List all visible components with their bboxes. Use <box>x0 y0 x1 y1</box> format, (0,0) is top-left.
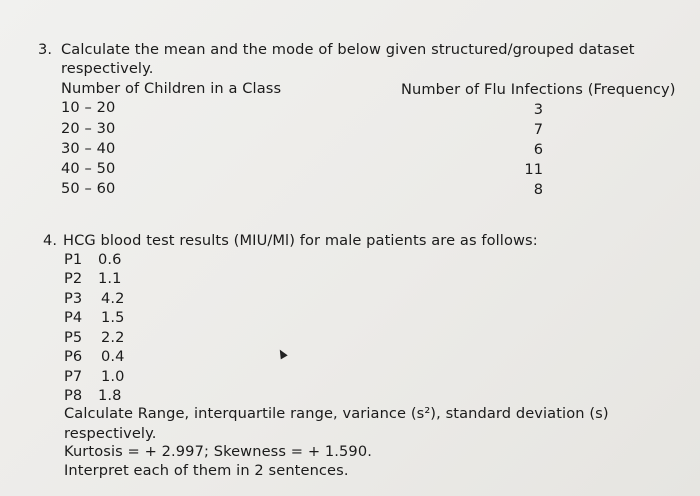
q4-patient-value: 2.2 <box>101 329 125 346</box>
q3-row-range: 50 – 60 <box>61 180 116 197</box>
q4-patient-id: P2 <box>64 270 83 287</box>
q3-right-header: Number of Flu Infections (Frequency) <box>401 81 676 98</box>
q4-patient-id: P8 <box>64 387 83 404</box>
q3-row-range: 10 – 20 <box>61 99 116 116</box>
q4-kurtosis-skewness: Kurtosis = + 2.997; Skewness = + 1.590. <box>64 443 372 460</box>
q3-row-frequency: 6 <box>533 141 543 158</box>
mouse-cursor-icon <box>276 348 287 360</box>
q4-patient-id: P5 <box>64 329 83 346</box>
q3-row-range: 30 – 40 <box>61 140 116 157</box>
q3-prompt-line2: respectively. <box>61 60 154 77</box>
q4-patient-value: 0.6 <box>98 251 122 268</box>
q4-patient-id: P7 <box>64 368 83 385</box>
q4-patient-id: P1 <box>64 251 83 268</box>
q3-row-frequency: 3 <box>533 101 543 118</box>
q4-patient-id: P4 <box>64 309 83 326</box>
q4-patient-value: 4.2 <box>101 290 125 307</box>
q3-row-frequency: 11 <box>524 161 543 178</box>
q4-patient-value: 1.0 <box>101 368 125 385</box>
q4-calculate-line2: respectively. <box>64 425 157 442</box>
q3-left-header: Number of Children in a Class <box>61 80 282 97</box>
q4-patient-id: P6 <box>64 348 83 365</box>
q4-patient-value: 0.4 <box>101 348 125 365</box>
q4-patient-value: 1.1 <box>98 270 122 287</box>
q4-prompt-line1: HCG blood test results (MIU/Ml) for male patients are as follows: <box>63 232 538 249</box>
q3-row-range: 40 – 50 <box>61 160 116 177</box>
q4-patient-id: P3 <box>64 290 83 307</box>
q4-calculate-line1: Calculate Range, interquartile range, variance (s²), standard deviation (s) <box>64 405 609 422</box>
q3-prompt-line1: Calculate the mean and the mode of below given structured/grouped dataset <box>61 41 635 58</box>
q4-patient-value: 1.5 <box>101 309 125 326</box>
q4-interpret-instruction: Interpret each of them in 2 sentences. <box>64 462 349 479</box>
q3-row-range: 20 – 30 <box>61 120 116 137</box>
q3-number: 3. <box>38 41 53 58</box>
q4-number: 4. <box>43 232 58 249</box>
q3-row-frequency: 7 <box>533 121 543 138</box>
q4-patient-value: 1.8 <box>98 387 122 404</box>
q3-row-frequency: 8 <box>533 181 543 198</box>
